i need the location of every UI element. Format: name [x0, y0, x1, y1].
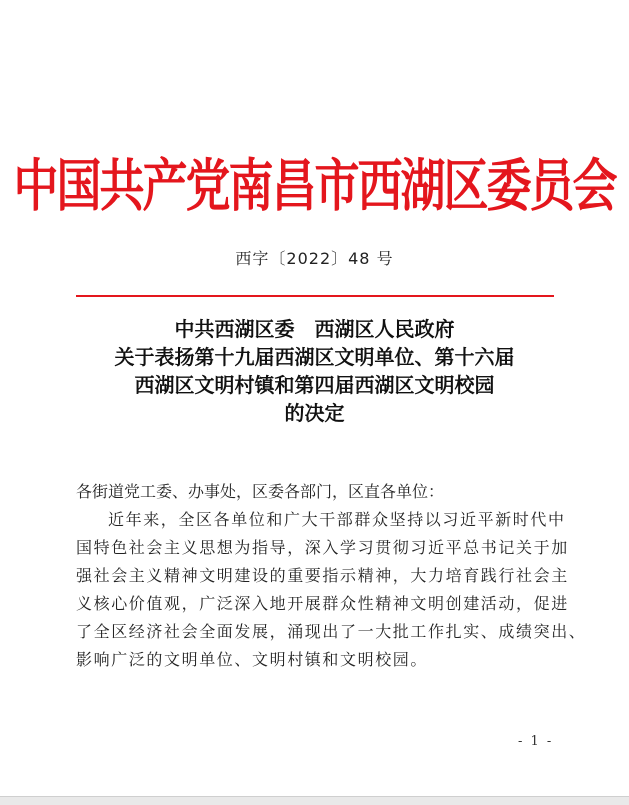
paragraph-line: 了全区经济社会全面发展，涌现出了一大批工作扎实、成绩突出、: [76, 622, 587, 641]
document-number: 西字〔2022〕48 号: [235, 249, 394, 268]
salutation: 各街道党工委、办事处，区委各部门，区直各单位：: [76, 482, 445, 501]
title-line: 关于表扬第十九届西湖区文明单位、第十六届: [114, 345, 515, 369]
title-line: 西湖区文明村镇和第四届西湖区文明校园: [134, 373, 495, 397]
red-separator-line: [76, 295, 554, 297]
issuing-organization-header: 中国共产党南昌市西湖区委员会: [13, 152, 616, 219]
title-line: 的决定: [284, 401, 345, 425]
document-body: [76, 478, 587, 674]
paragraph-line: 近年来，全区各单位和广大干部群众坚持以习近平新时代中: [108, 510, 566, 529]
paragraph-line: 强社会主义精神文明建设的重要指示精神，大力培育践行社会主: [76, 566, 569, 585]
document-title: [0, 315, 629, 427]
title-line: 中共西湖区委 西湖区人民政府: [174, 317, 455, 341]
page-number: - 1 -: [518, 734, 554, 749]
paragraph-line: 影响广泛的文明单位、文明村镇和文明校园。: [76, 650, 429, 669]
paragraph-line: 义核心价值观，广泛深入地开展群众性精神文明创建活动，促进: [76, 594, 569, 613]
paragraph-line: 国特色社会主义思想为指导，深入学习贯彻习近平总书记关于加: [76, 538, 569, 557]
